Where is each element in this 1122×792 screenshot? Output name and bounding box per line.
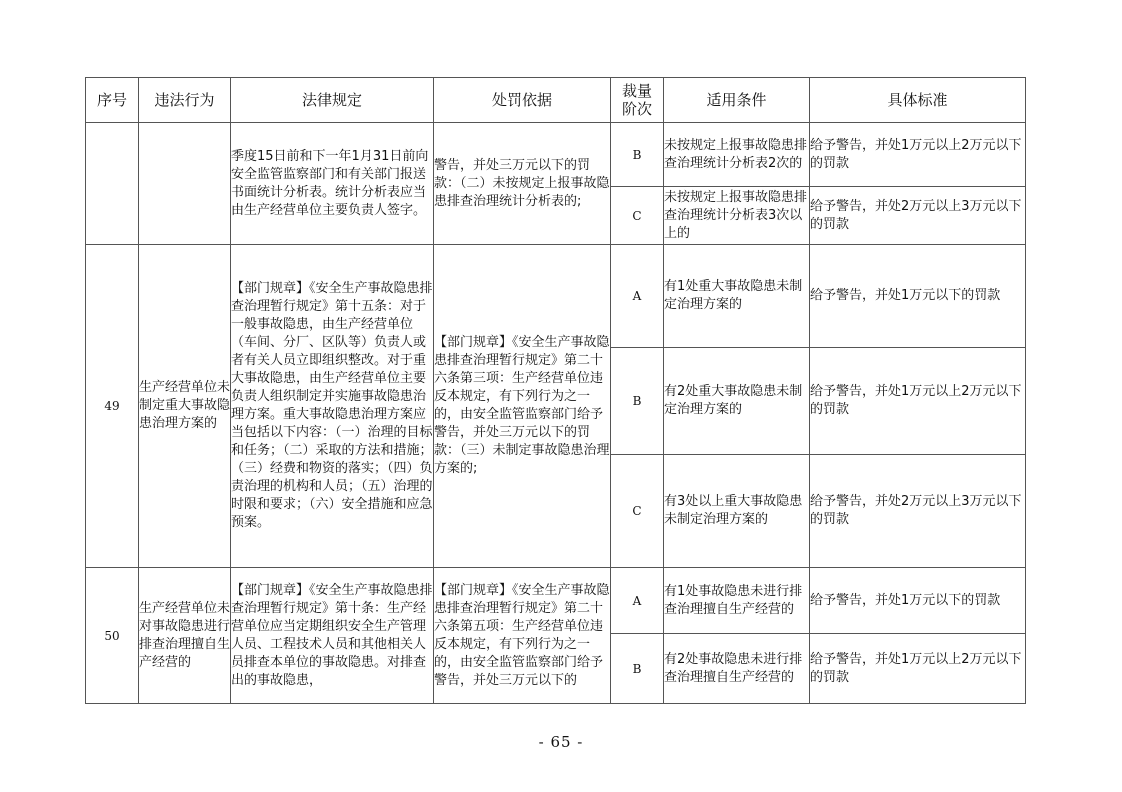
cell-level: B — [611, 123, 664, 187]
cell-level: C — [611, 455, 664, 568]
cell-standard: 给予警告，并处1万元以下的罚款 — [810, 245, 1026, 348]
cell-standard: 给予警告，并处2万元以上3万元以下的罚款 — [810, 187, 1026, 245]
col-header-condition: 适用条件 — [664, 78, 810, 123]
cell-no: 50 — [86, 568, 139, 704]
table-row — [86, 568, 1026, 634]
cell-violation: 生产经营单位未对事故隐患进行排查治理擅自生产经营的 — [139, 568, 231, 704]
col-header-discretion-level: 裁量 阶次 — [611, 78, 664, 123]
cell-no — [86, 123, 139, 245]
penalty-discretion-table — [85, 77, 1026, 704]
table-row — [86, 123, 1026, 187]
cell-condition: 有3处以上重大事故隐患未制定治理方案的 — [664, 455, 810, 568]
cell-condition: 有2处事故隐患未进行排查治理擅自生产经营的 — [664, 634, 810, 704]
cell-condition: 有1处事故隐患未进行排查治理擅自生产经营的 — [664, 568, 810, 634]
cell-level: A — [611, 245, 664, 348]
cell-legal-provision: 【部门规章】《安全生产事故隐患排查治理暂行规定》第十五条：对于一般事故隐患，由生产经营单位（车间、分厂、区队等）负责人或者有关人员立即组织整改。对于重大事故隐患，由生产经营单位主要负责人组织制定并实施事故隐患治理方案。重大事故隐患治理方案应当包括以下内容：（一）治理的目标和任务；（二）采取的方法和措施；（三）经费和物资的落实；（四）负责治理的机构和人员；（五）治理的时限和要求；（六）安全措施和应急预案。 — [231, 245, 434, 568]
col-header-violation: 违法行为 — [139, 78, 231, 123]
col-header-standard: 具体标准 — [810, 78, 1026, 123]
header-row — [86, 78, 1026, 123]
cell-condition: 有1处重大事故隐患未制定治理方案的 — [664, 245, 810, 348]
cell-level: B — [611, 348, 664, 455]
cell-standard: 给予警告，并处1万元以上2万元以下的罚款 — [810, 348, 1026, 455]
cell-standard: 给予警告，并处2万元以上3万元以下的罚款 — [810, 455, 1026, 568]
cell-condition: 未按规定上报事故隐患排查治理统计分析表3次以上的 — [664, 187, 810, 245]
cell-standard: 给予警告，并处1万元以上2万元以下的罚款 — [810, 634, 1026, 704]
cell-penalty-basis: 警告，并处三万元以下的罚款：（二）未按规定上报事故隐患排查治理统计分析表的; — [434, 123, 611, 245]
cell-violation: 生产经营单位未制定重大事故隐患治理方案的 — [139, 245, 231, 568]
page-number: - 65 - — [538, 733, 584, 751]
table-row — [86, 245, 1026, 348]
cell-level: C — [611, 187, 664, 245]
col-header-no: 序号 — [86, 78, 139, 123]
cell-penalty-basis: 【部门规章】《安全生产事故隐患排查治理暂行规定》第二十六条第三项：生产经营单位违反本规定，有下列行为之一的，由安全监管监察部门给予警告，并处三万元以下的罚款：（三）未制定事故隐患治理方案的; — [434, 245, 611, 568]
cell-penalty-basis: 【部门规章】《安全生产事故隐患排查治理暂行规定》第二十六条第五项：生产经营单位违反本规定，有下列行为之一的，由安全监管监察部门给予警告，并处三万元以下的 — [434, 568, 611, 704]
cell-level: B — [611, 634, 664, 704]
cell-standard: 给予警告，并处1万元以上2万元以下的罚款 — [810, 123, 1026, 187]
col-header-legal-provision: 法律规定 — [231, 78, 434, 123]
cell-standard: 给予警告，并处1万元以下的罚款 — [810, 568, 1026, 634]
col-header-penalty-basis: 处罚依据 — [434, 78, 611, 123]
cell-violation — [139, 123, 231, 245]
cell-condition: 有2处重大事故隐患未制定治理方案的 — [664, 348, 810, 455]
cell-condition: 未按规定上报事故隐患排查治理统计分析表2次的 — [664, 123, 810, 187]
cell-legal-provision: 【部门规章】《安全生产事故隐患排查治理暂行规定》第十条：生产经营单位应当定期组织安全生产管理人员、工程技术人员和其他相关人员排查本单位的事故隐患。对排查出的事故隐患， — [231, 568, 434, 704]
cell-no: 49 — [86, 245, 139, 568]
cell-level: A — [611, 568, 664, 634]
cell-legal-provision: 季度15日前和下一年1月31日前向安全监管监察部门和有关部门报送书面统计分析表。统计分析表应当由生产经营单位主要负责人签字。 — [231, 123, 434, 245]
